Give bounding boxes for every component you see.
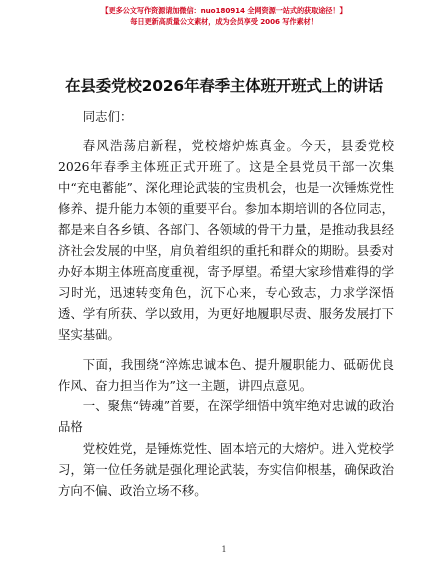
paragraph-section-1: 党校姓党，是锤炼党性、固本培元的大熔炉。进入党校学习，第一位任务就是强化理论武装，夯实信仰根基，确保政治方向不偏、政治立场不移。	[58, 441, 394, 498]
promo-banner-line-1: 【更多公文写作资源请加微信：nuo180914 全网资源一站式的获取途径！】	[101, 6, 347, 15]
section-heading-1-text: 一、聚焦“铸魂”首要，在深学细悟中筑牢绝对忠诚的政治品格	[58, 398, 394, 434]
page-number: 1	[221, 545, 227, 554]
paragraph-outline: 下面，我围绕“淬炼忠诚本色、提升履职能力、砥砺优良作风、奋力担当作为”这一主题，讲四点意见。	[58, 357, 394, 393]
section-heading-1	[58, 395, 394, 437]
greeting: 同志们：	[82, 109, 133, 124]
document-title: 在县委党校2026年春季主体班开班式上的讲话	[65, 77, 383, 95]
paragraph-opening: 春风浩荡启新程，党校熔炉炼真金。今天，县委党校2026年春季主体班正式开班了。这是全县党员干部一次集中“充电蓄能”、深化理论武装的宝贵机会，也是一次锤炼党性修养、提升能力本领的重要平台。参加本期培训的各位同志，都是来自各乡镇、各部门、各领域的骨干力量，是推动我县经济社会发展的中坚，肩负着组织的重托和群众的期盼。县委对办好本期主体班高度重视，寄予厚望。希望大家珍惜难得的学习时光，迅速转变角色，沉下心来，专心致志，力求学深悟透、学有所获、学以致用，为更好地履职尽责、服务发展打下坚实基础。	[58, 138, 394, 342]
promo-banner-line-2: 每日更新高质量公文素材，成为会员享受 2006 写作素材！	[130, 17, 318, 26]
